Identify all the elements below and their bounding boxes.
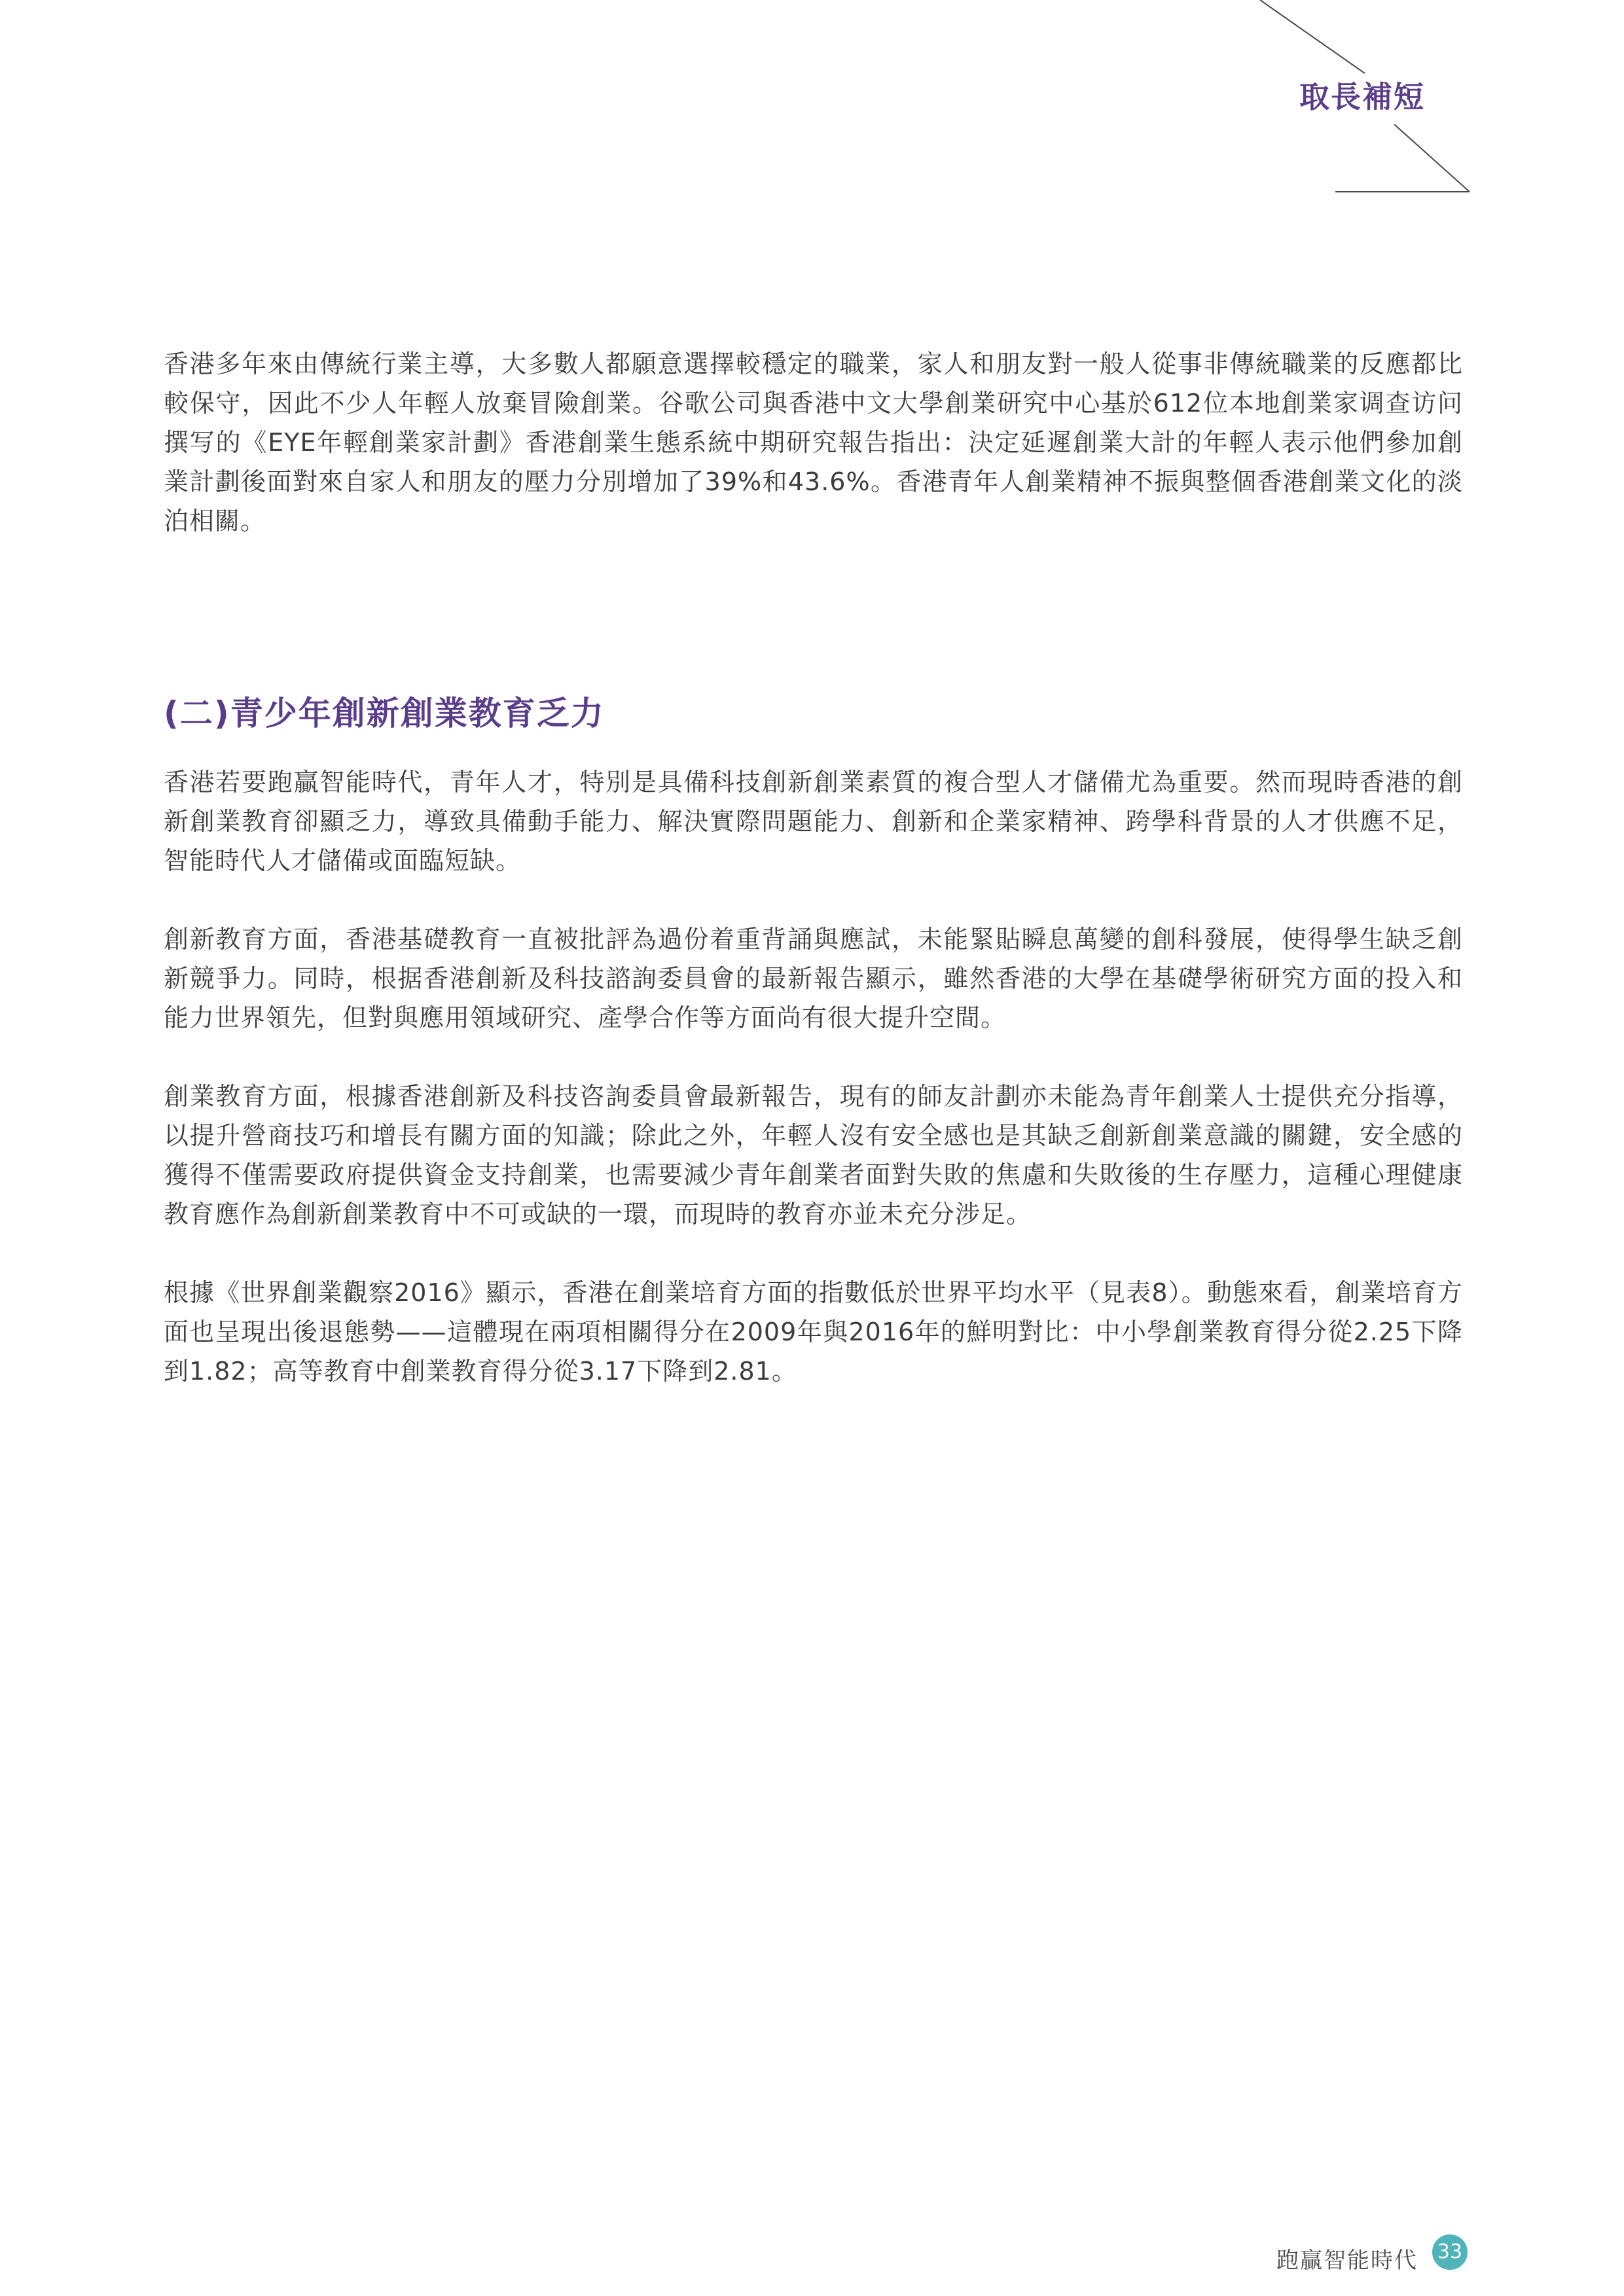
body-paragraph-2: 創新教育方面，香港基礎教育一直被批評為過份着重背誦與應試，未能緊貼瞬息萬變的創科發展，使得學生缺乏創新競爭力。同時，根据香港創新及科技諮詢委員會的最新報告顯示，雖然香港的大學在基礎學術研究方面的投入和能力世界領先，但對與應用領域研究、產學合作等方面尚有很大提升空間。 bbox=[164, 925, 1463, 1032]
body-paragraph-3: 創業教育方面，根據香港創新及科技咨詢委員會最新報告，現有的師友計劃亦未能為青年創業人士提供充分指導，以提升營商技巧和增長有關方面的知識；除此之外，年輕人沒有安全感也是其缺乏創新創業意識的關鍵，安全感的獲得不僅需要政府提供資金支持創業，也需要減少青年創業者面對失敗的焦慮和失敗後的生存壓力，這種心理健康教育應作為創新創業教育中不可或缺的一環，而現時的教育亦並未充分涉足。 bbox=[164, 1082, 1463, 1229]
body-paragraph-4: 根據《世界創業觀察2016》顯示，香港在創業培育方面的指數低於世界平均水平（見表8）。動態來看，創業培育方面也呈現出後退態勢——這體現在兩項相關得分在2009年與2016年的鮮明對比：中小學創業教育得分從2.25下降到1.82；高等教育中創業教育得分從3.17下降到2.81。 bbox=[164, 1278, 1463, 1386]
decor-diagonal-top bbox=[1260, 0, 1365, 73]
section-tag: 取長補短 bbox=[1299, 79, 1425, 115]
body-paragraph-1: 香港若要跑贏智能時代，青年人才，特別是具備科技創新創業素質的複合型人才儲備尤為重要。然而現時香港的創新創業教育卻顯乏力，導致具備動手能力、解決實際問題能力、創新和企業家精神、跨學科背景的人才供應不足，智能時代人才儲備或面臨短缺。 bbox=[164, 768, 1463, 875]
decor-diagonal-bottom bbox=[1394, 124, 1470, 192]
footer-title: 跑贏智能時代 bbox=[1276, 2248, 1418, 2274]
intro-paragraph: 香港多年來由傳統行業主導，大多數人都願意選擇較穩定的職業，家人和朋友對一般人從事非傳統職業的反應都比較保守，因此不少人年輕人放棄冒險創業。谷歌公司與香港中文大學創業研究中心基於612位本地創業家调查访问撰写的《EYE年輕創業家計劃》香港創業生態系統中期研究報告指出：決定延遲創業大計的年輕人表示他們參加創業計劃後面對來自家人和朋友的壓力分別增加了39%和43.6%。香港青年人創業精神不振與整個香港創業文化的淡泊相關。 bbox=[164, 350, 1463, 535]
intro-block bbox=[164, 344, 1463, 541]
section-heading: (二)青少年創新創業教育乏力 bbox=[164, 694, 605, 732]
page-number-badge: 33 bbox=[1432, 2234, 1468, 2270]
section-body bbox=[164, 762, 1463, 1430]
